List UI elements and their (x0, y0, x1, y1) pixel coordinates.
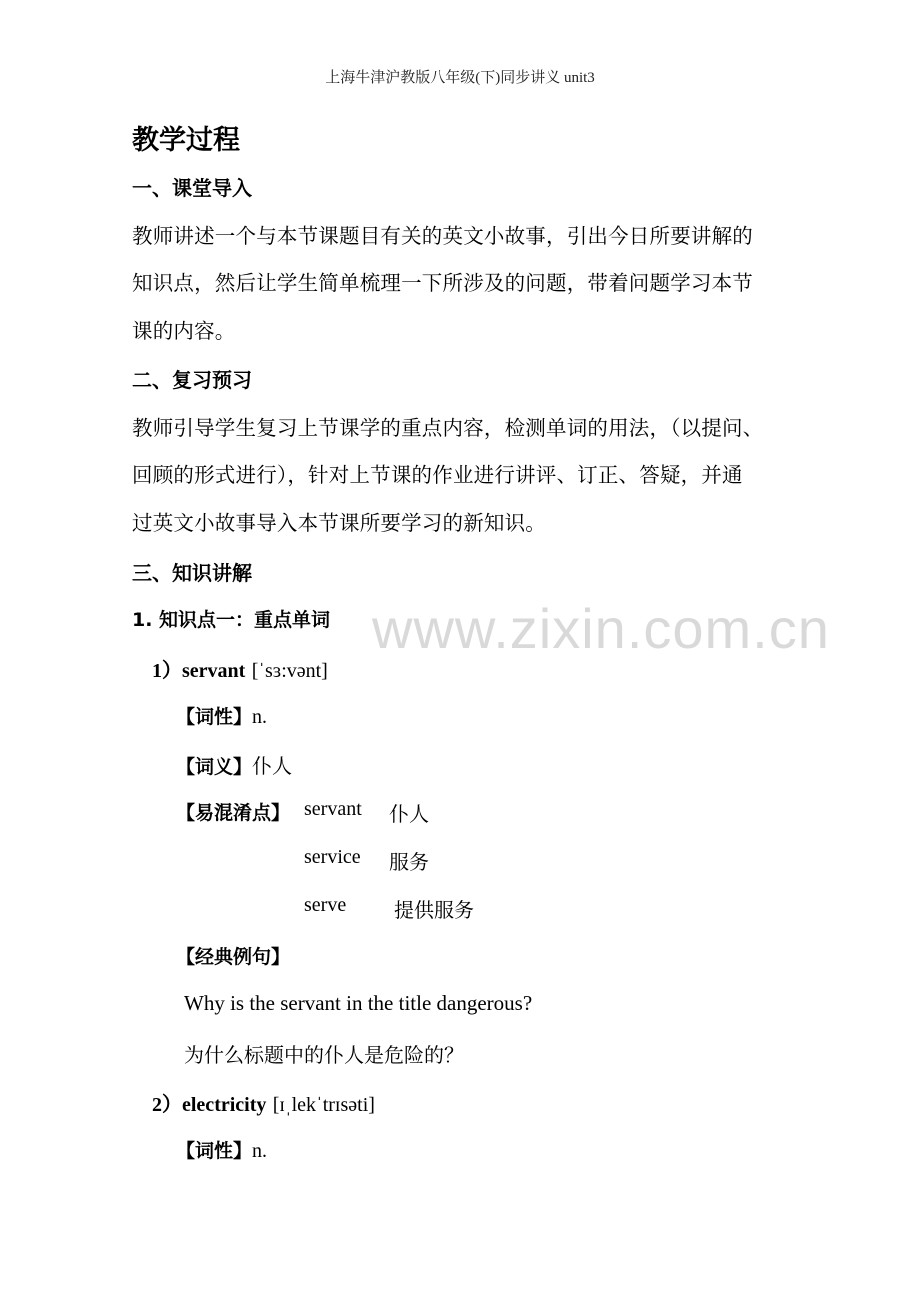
section-heading-intro: 一、课堂导入 (132, 176, 252, 200)
knowledge-point-heading: 1. 知识点一：重点单词 (132, 609, 331, 631)
page-title: 教学过程 (132, 125, 240, 156)
confusables-line (176, 798, 290, 825)
meaning-tag: 【词义】 (176, 756, 253, 778)
confusable-zh: 提供服务 (394, 898, 474, 922)
confusable-en: serve (304, 894, 347, 916)
example-tag: 【经典例句】 (176, 946, 291, 968)
meaning-line (176, 750, 292, 779)
example-sentence-zh: 为什么标题中的仆人是危险的？ (184, 1043, 464, 1067)
meaning-value: 仆人 (252, 754, 293, 778)
confusable-en: servant (304, 798, 362, 820)
section-heading-review: 二、复习预习 (132, 368, 252, 392)
watermark: www.zixin.com.cn (372, 597, 830, 660)
page-header: 上海牛津沪教版八年级(下)同步讲义 unit3 (325, 70, 595, 86)
example-line (176, 942, 290, 969)
confusable-en: service (304, 846, 361, 868)
section-heading-knowledge: 三、知识讲解 (132, 561, 252, 585)
pos-tag: 【词性】 (176, 706, 253, 728)
word-entry-electricity (152, 1088, 375, 1117)
word-headword: servant (182, 660, 246, 682)
confusable-zh: 服务 (389, 850, 429, 874)
confusable-zh: 仆人 (389, 802, 429, 826)
example-sentence-en: Why is the servant in the title dangerous? (184, 991, 533, 1015)
paragraph-line: 教师讲述一个与本节课题目有关的英文小故事，引出今日所要讲解的 (132, 224, 753, 248)
word-phonetic: [ɪˌlekˈtrɪsəti] (272, 1094, 375, 1116)
word-entry-servant (152, 654, 328, 683)
pos-line (176, 1136, 267, 1163)
pos-tag: 【词性】 (176, 1140, 253, 1162)
paragraph-line: 知识点，然后让学生简单梳理一下所涉及的问题，带着问题学习本节 (132, 271, 753, 295)
paragraph-line: 过英文小故事导入本节课所要学习的新知识。 (132, 511, 546, 535)
paragraph-line: 课的内容。 (132, 319, 236, 343)
pos-line (176, 702, 267, 729)
confuse-tag: 【易混淆点】 (176, 802, 291, 824)
word-headword: electricity (182, 1094, 267, 1116)
paragraph-line: 回顾的形式进行），针对上节课的作业进行讲评、订正、答疑，并通 (132, 463, 743, 487)
word-number: 2） (152, 1094, 182, 1116)
pos-value: n. (252, 706, 268, 728)
word-phonetic: [ˈsɜ:vənt] (251, 660, 328, 682)
word-number: 1） (152, 660, 182, 682)
paragraph-line: 教师引导学生复习上节课学的重点内容，检测单词的用法，（以提问、 (132, 416, 764, 440)
pos-value: n. (252, 1140, 268, 1162)
